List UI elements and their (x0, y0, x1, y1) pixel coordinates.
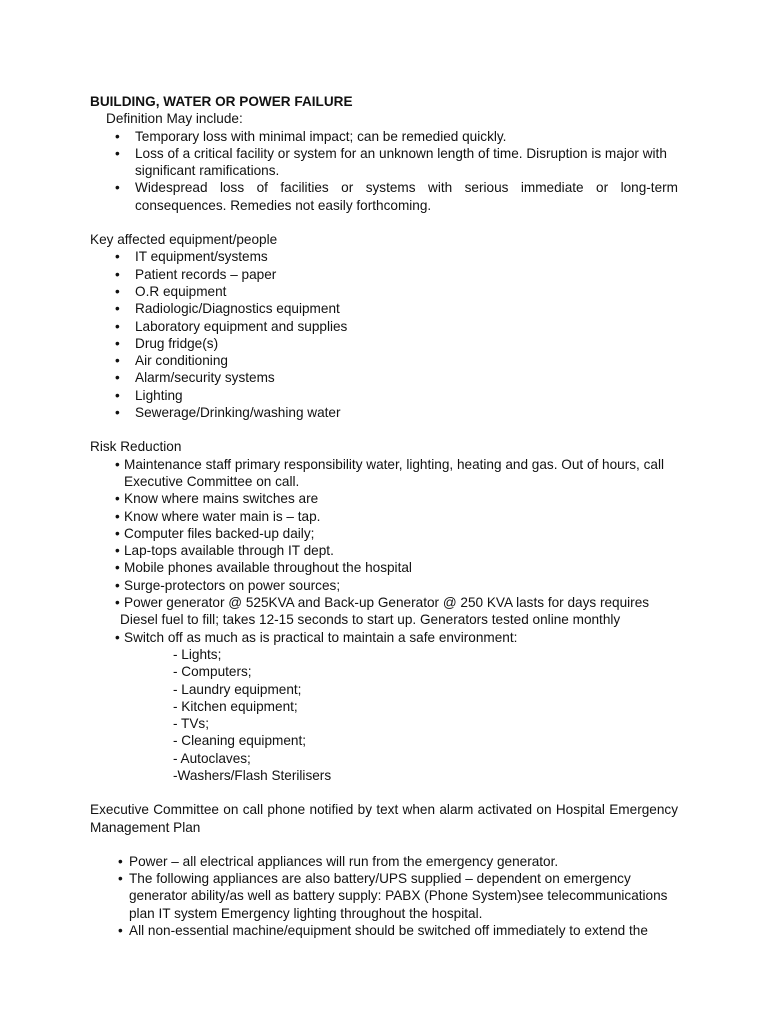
list-item: • Loss of a critical facility or system for an unknown length of time. Disruption is major with significant ramifications. (90, 145, 678, 180)
definition-list (90, 128, 678, 214)
list-item: • Surge-protectors on power sources; (90, 577, 678, 594)
list-item: • Power – all electrical appliances will run from the emergency generator. (93, 853, 678, 870)
list-item-text: Power generator @ 525KVA and Back-up Generator @ 250 KVA lasts for days requires (124, 595, 650, 611)
generator-continuation: Diesel fuel to fill; takes 12-15 seconds to start up. Generators tested online monthly (120, 612, 621, 628)
risk-reduction-heading: Risk Reduction (90, 439, 182, 455)
list-item: • Temporary loss with minimal impact; can be remedied quickly. (90, 128, 678, 145)
sub-item: - Kitchen equipment; (173, 698, 298, 714)
list-item: • Air conditioning (90, 352, 678, 369)
sub-item: -Washers/Flash Sterilisers (173, 767, 332, 783)
list-item: • Sewerage/Drinking/washing water (90, 404, 678, 421)
sub-item: - Cleaning equipment; (173, 733, 306, 749)
power-list (93, 853, 678, 939)
list-item: • Radiologic/Diagnostics equipment (90, 300, 678, 317)
key-equipment-heading: Key affected equipment/people (90, 232, 278, 248)
sub-item: - Lights; (173, 646, 222, 662)
list-item: • Mobile phones available throughout the hospital (90, 559, 678, 576)
list-item: • IT equipment/systems (90, 248, 678, 265)
list-item: • Drug fridge(s) (90, 335, 678, 352)
list-item: • Know where mains switches are (90, 490, 678, 507)
sub-item: - Laundry equipment; (173, 681, 302, 697)
switch-off-sublist (90, 646, 678, 784)
key-equipment-list (90, 248, 678, 421)
document-page (90, 93, 678, 939)
list-item: • Widespread loss of facilities or systems with serious immediate or long-term consequences. Remedies not easily forthcoming. (90, 179, 678, 214)
page-title: BUILDING, WATER OR POWER FAILURE (90, 94, 353, 109)
list-item (90, 594, 678, 611)
list-item: • Alarm/security systems (90, 369, 678, 386)
list-item: • Computer files backed-up daily; (90, 525, 678, 542)
sub-item: - TVs; (173, 716, 210, 732)
list-item: • Lighting (90, 387, 678, 404)
sub-item: - Autoclaves; (173, 750, 251, 766)
list-item: • Patient records – paper (90, 266, 678, 283)
list-item: • The following appliances are also battery/UPS supplied – dependent on emergency generator ability/as well as battery supply: PABX (Phone System)see telecommunications plan IT system Emergency lighting throughout the hospital. (93, 870, 678, 922)
list-item: • Switch off as much as is practical to maintain a safe environment: (90, 629, 678, 646)
list-item (90, 456, 678, 491)
risk-reduction-list (90, 456, 678, 612)
list-item: • O.R equipment (90, 283, 678, 300)
switch-off-list (90, 629, 678, 646)
list-item: • Know where water main is – tap. (90, 508, 678, 525)
list-item: • Lap-tops available through IT dept. (90, 542, 678, 559)
list-item-text: • Maintenance staff primary responsibility water, lighting, heating and gas. Out of hours, call Executive Committee on call. (124, 456, 665, 489)
list-item: • Laboratory equipment and supplies (90, 318, 678, 335)
executive-committee-paragraph: Executive Committee on call phone notified by text when alarm activated on Hospital Emergency Management Plan (90, 802, 678, 835)
definition-intro: Definition May include: (106, 111, 243, 127)
sub-item: - Computers; (173, 664, 252, 680)
list-item: • All non-essential machine/equipment should be switched off immediately to extend the (93, 922, 678, 939)
